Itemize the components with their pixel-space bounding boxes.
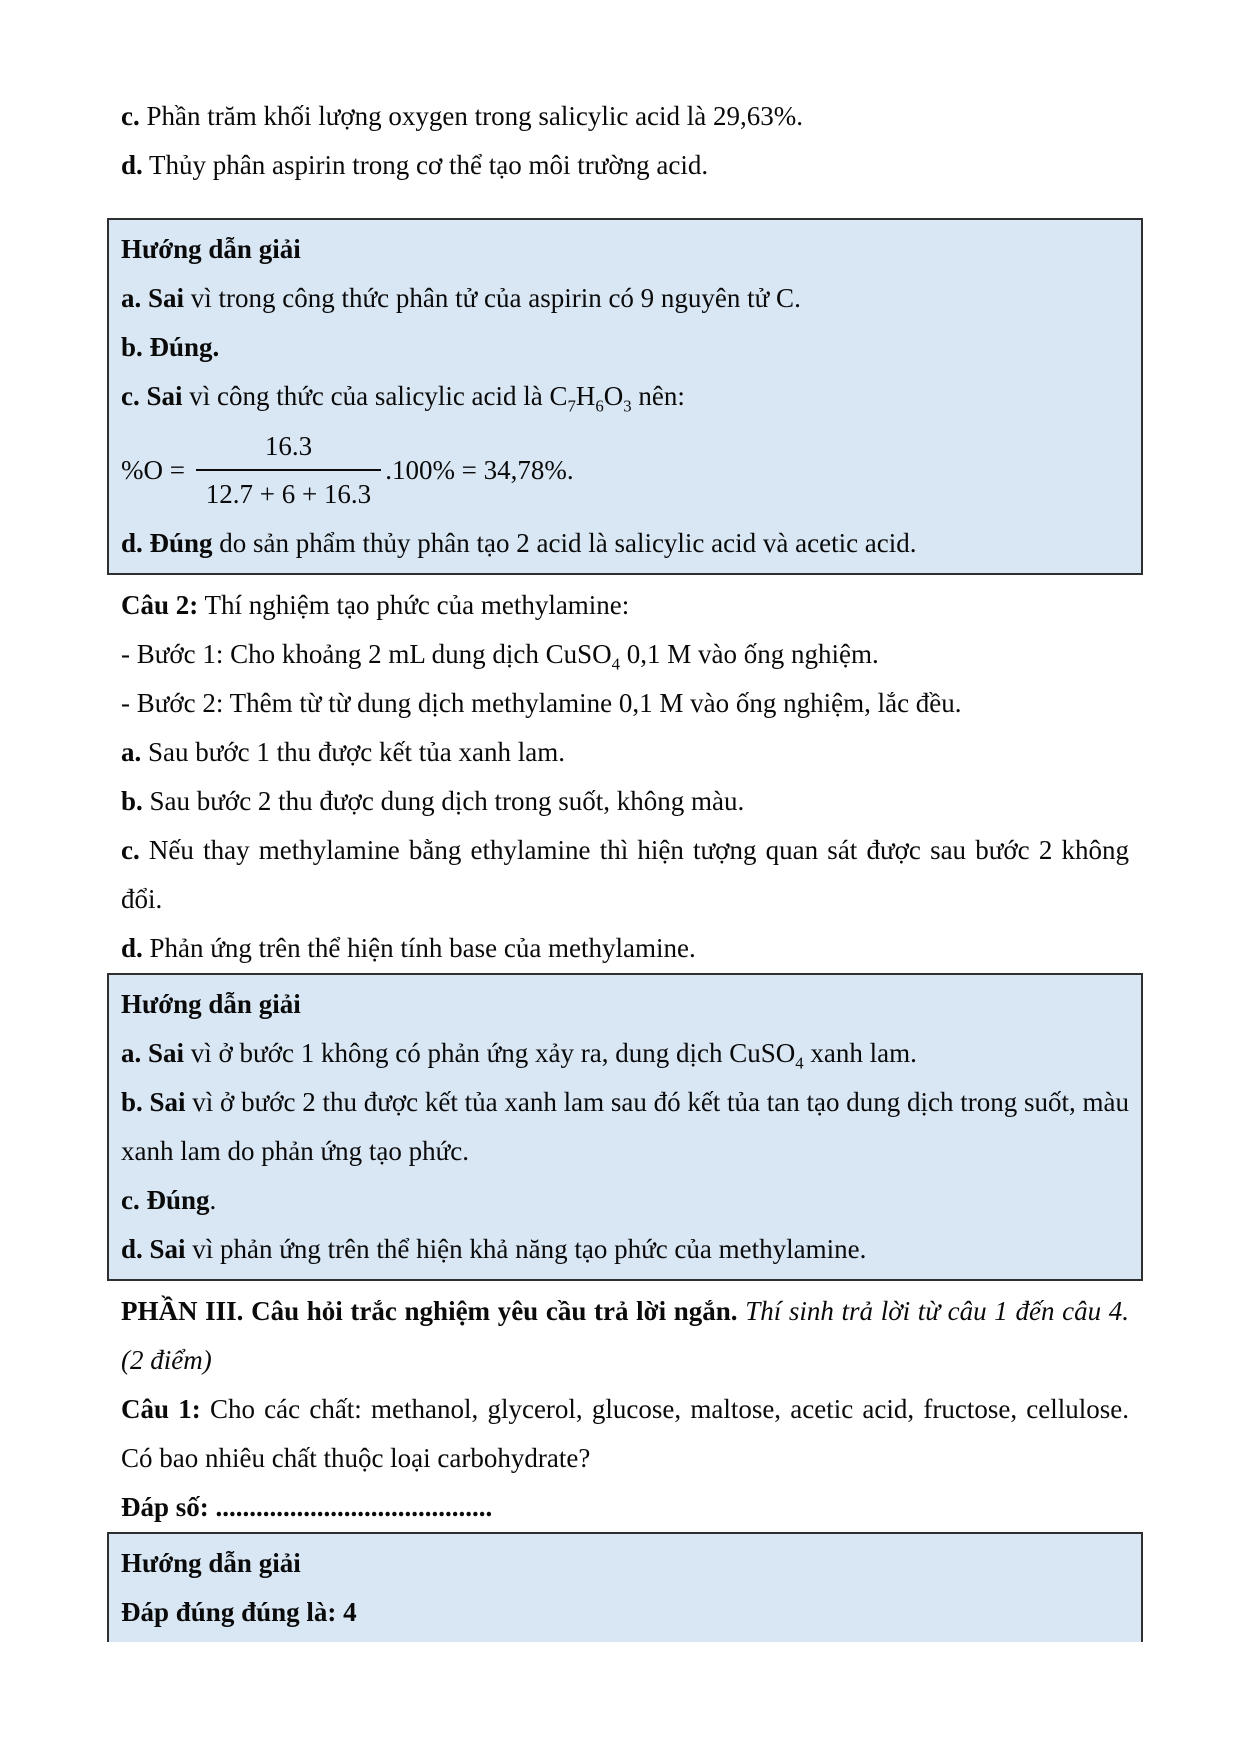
text-segment: a. Sai xyxy=(121,283,185,313)
text-segment: Đáp đúng đúng là: 4 xyxy=(121,1597,357,1627)
text-segment: Sau bước 1 thu được kết tủa xanh lam. xyxy=(141,737,565,767)
text-segment: Đáp số: xyxy=(121,1492,216,1522)
solution-row-d xyxy=(121,1225,1129,1274)
text-segment: - Bước 1: Cho khoảng 2 mL dung dịch CuSO xyxy=(121,639,612,669)
paragraph-statement-c xyxy=(121,92,1129,141)
text-segment: vì công thức của salicylic acid là C xyxy=(182,381,568,411)
solution-row-b xyxy=(121,1078,1129,1176)
formula-percent-oxygen xyxy=(121,421,1129,519)
text-segment: a. xyxy=(121,737,142,767)
subscript: 7 xyxy=(567,396,576,416)
paragraph-option-b xyxy=(121,777,1129,826)
fraction xyxy=(196,423,381,517)
text-segment: c. xyxy=(121,835,140,865)
paragraph-step-2 xyxy=(121,679,1129,728)
solution-row-a xyxy=(121,274,1129,323)
solution-box-2 xyxy=(107,973,1143,1281)
solution-row-b xyxy=(121,323,1129,372)
text-segment: vì ở bước 2 thu được kết tủa xanh lam sau đó kết tủa tan tạo dung dịch trong suốt, màu xanh lam do phản ứng tạo phức. xyxy=(121,1087,1129,1166)
text-segment: PHẦN III. Câu hỏi trắc nghiệm yêu cầu trả lời ngắn. xyxy=(121,1296,738,1326)
text-segment: Câu 1: xyxy=(121,1394,201,1424)
text-segment: . xyxy=(209,1185,217,1215)
solution-box-3 xyxy=(107,1532,1143,1642)
fraction-numerator: 16.3 xyxy=(264,431,313,461)
solution-box-title xyxy=(121,1539,1129,1588)
text-segment: b. Đúng. xyxy=(121,332,220,362)
text-segment: Phần trăm khối lượng oxygen trong salicylic acid là 29,63%. xyxy=(139,101,804,131)
text-segment: Phản ứng trên thể hiện tính base của methylamine. xyxy=(142,933,696,963)
formula-rhs: .100% = 34,78%. xyxy=(385,454,574,485)
paragraph-phan3-heading xyxy=(121,1287,1129,1385)
text-segment: vì trong công thức phân tử của aspirin có 9 nguyên tử C. xyxy=(184,283,801,313)
solution-box-title xyxy=(121,225,1129,274)
fraction-denominator: 12.7 + 6 + 16.3 xyxy=(196,469,381,517)
text-segment: nên: xyxy=(631,381,685,411)
text-segment: do sản phẩm thủy phân tạo 2 acid là salicylic acid và acetic acid. xyxy=(212,528,917,558)
text-segment: Thủy phân aspirin trong cơ thể tạo môi trường acid. xyxy=(142,150,709,180)
paragraph-option-a xyxy=(121,728,1129,777)
text-segment: O xyxy=(603,381,624,411)
text-segment: vì ở bước 1 không có phản ứng xảy ra, dung dịch CuSO xyxy=(184,1038,796,1068)
text-segment: Thí sinh trả lời từ câu 1 đến câu 4. (2 điểm) xyxy=(121,1296,1129,1375)
text-segment: c. Đúng xyxy=(121,1185,210,1215)
text-segment: b. Sai xyxy=(121,1087,186,1117)
text-segment: Cho các chất: methanol, glycerol, glucose, maltose, acetic acid, fructose, cellulose. Có bao nhiêu chất thuộc loại carbohydrate? xyxy=(121,1394,1129,1473)
subscript: 4 xyxy=(611,654,621,674)
text-segment: ......................................... xyxy=(215,1492,493,1522)
text-segment: xanh lam. xyxy=(803,1038,917,1068)
text-segment: vì phản ứng trên thể hiện khả năng tạo phức của methylamine. xyxy=(185,1234,867,1264)
text-segment: Câu 2: xyxy=(121,590,199,620)
solution-row-c xyxy=(121,372,1129,421)
paragraph-step-1 xyxy=(121,630,1129,679)
solution-row-c xyxy=(121,1176,1129,1225)
formula-lhs: %O = xyxy=(121,454,192,485)
text-segment: d. Sai xyxy=(121,1234,186,1264)
text-segment: Hướng dẫn giải xyxy=(121,1548,301,1578)
document-body xyxy=(107,92,1143,1642)
subscript: 6 xyxy=(595,396,604,416)
text-segment: Sau bước 2 thu được dung dịch trong suốt, không màu. xyxy=(142,786,745,816)
text-segment: H xyxy=(575,381,596,411)
text-segment: - Bước 2: Thêm từ từ dung dịch methylamine 0,1 M vào ống nghiệm, lắc đều. xyxy=(121,688,962,718)
subscript: 3 xyxy=(623,396,632,416)
text-segment: c. xyxy=(121,101,140,131)
text-segment: Thí nghiệm tạo phức của methylamine: xyxy=(198,590,630,620)
text-segment: b. xyxy=(121,786,143,816)
text-segment: Nếu thay methylamine bằng ethylamine thì hiện tượng quan sát được sau bước 2 không đổi. xyxy=(121,835,1129,914)
paragraph-statement-d xyxy=(121,141,1129,190)
solution-row-d xyxy=(121,519,1129,568)
solution-box-1 xyxy=(107,218,1143,575)
text-segment: Hướng dẫn giải xyxy=(121,989,301,1019)
text-segment: c. Sai xyxy=(121,381,183,411)
solution-row-a xyxy=(121,1029,1129,1078)
text-segment: Hướng dẫn giải xyxy=(121,234,301,264)
paragraph-dap-so xyxy=(121,1483,1129,1532)
solution-box-title xyxy=(121,980,1129,1029)
paragraph-option-d xyxy=(121,924,1129,973)
solution-answer xyxy=(121,1588,1129,1637)
text-segment: d. xyxy=(121,150,143,180)
paragraph-option-c xyxy=(121,826,1129,924)
text-segment: d. Đúng xyxy=(121,528,213,558)
subscript: 4 xyxy=(795,1053,804,1073)
paragraph-cau2-intro xyxy=(121,581,1129,630)
paragraph-cau1-question xyxy=(121,1385,1129,1483)
text-segment: d. xyxy=(121,933,143,963)
text-segment: a. Sai xyxy=(121,1038,185,1068)
text-segment: 0,1 M vào ống nghiệm. xyxy=(620,639,879,669)
